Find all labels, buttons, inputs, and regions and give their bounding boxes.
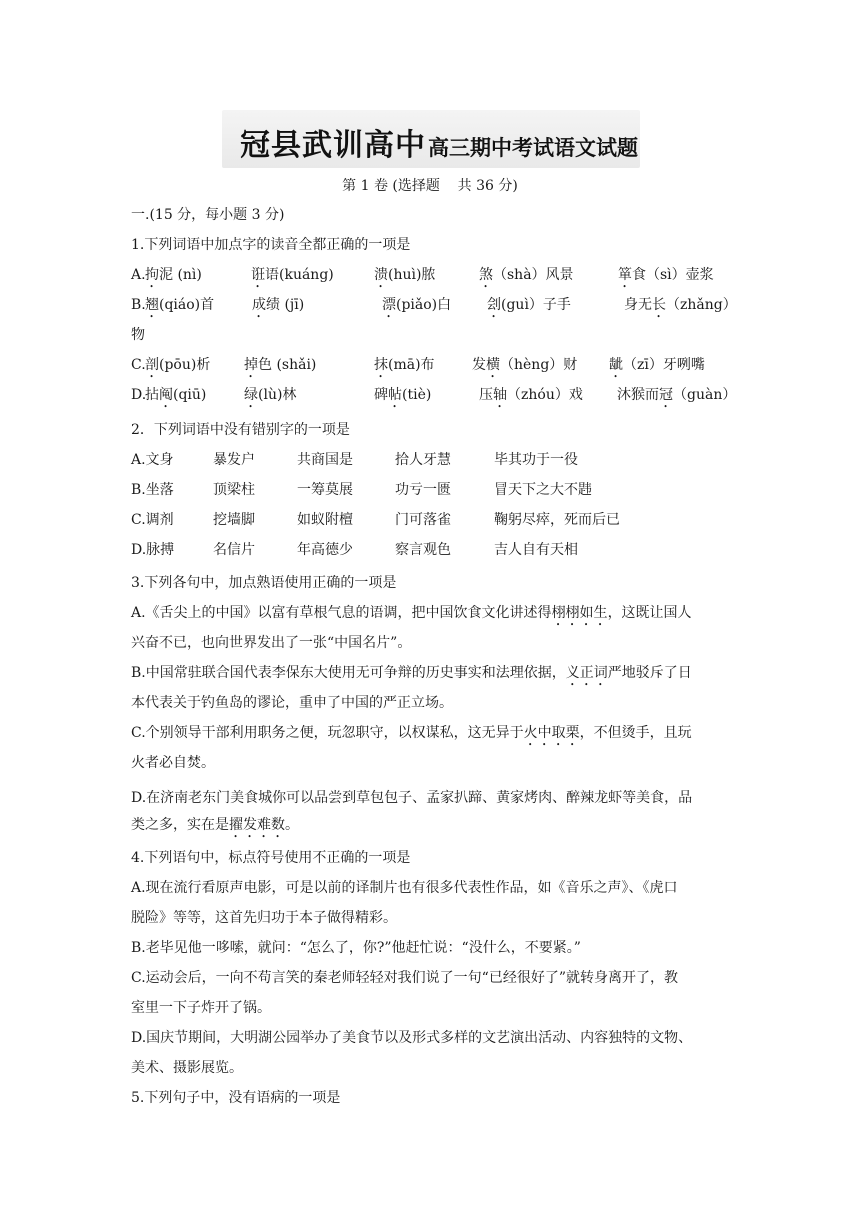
page-title (240, 120, 638, 164)
question-3-option-c: C.个别领导干部利用职务之便，玩忽职守，以权谋私，这无异于火中取栗，不但烫手，且玩 (131, 725, 692, 741)
question-4-stem: 4.下列语句中，标点符号使用不正确的一项是 (131, 850, 411, 866)
question-4-option-c: C.运动会后，一向不苟言笑的秦老师轻轻对我们说了一句“已经很好了”就转身离开了，教 (131, 970, 678, 986)
question-4-option-c-continued: 室里一下子炸开了锅。 (131, 1000, 271, 1016)
question-3-stem: 3.下列各句中，加点熟语使用正确的一项是 (131, 575, 397, 591)
question-3-option-d: D.在济南老东门美食城你可以品尝到草包包子、孟家扒蹄、黄家烤肉、醉辣龙虾等美食，品 (131, 790, 693, 806)
section-heading: 第 1 卷 (选择题 共 36 分) (342, 178, 518, 194)
question-1-option-a: A. 拘 泥 (nì) 诳 语(kuáng) 溃 (huì)脓 煞 （shà）风景 箪 食（sì）壶浆 (131, 267, 714, 283)
question-1-option-c: C. 剖 (pōu)析 掉 色 (shǎi) 抹 (mā)布 发 横 （hèng）财 龇 （zī）牙咧嘴 (131, 357, 705, 373)
question-2-stem: 2．下列词语中没有错别字的一项是 (131, 422, 350, 438)
question-2-option-d: D.脉搏 名信片 年高德少 察言观色 吉人自有天相 (131, 542, 578, 558)
question-1-stem: 1.下列词语中加点字的读音全都正确的一项是 (131, 237, 411, 253)
question-4-option-a-continued: 脱险》等等，这首先归功于本子做得精彩。 (131, 910, 397, 926)
exam-name: 高三期中考试语文试题 (428, 135, 638, 160)
question-2-option-c: C.调剂 挖墙脚 如蚁附檀 门可落雀 鞠躬尽瘁，死而后已 (131, 512, 620, 528)
question-3-option-b: B.中国常驻联合国代表李保东大使用无可争辩的历史事实和法理依据，义正词严地驳斥了日 (131, 665, 692, 681)
question-3-option-c-continued: 火者必自焚。 (131, 755, 215, 771)
question-3-option-d-continued: 类之多，实在是擢发难数。 (131, 817, 299, 833)
question-1-option-b-continued: 物 (131, 327, 145, 343)
question-1-option-d: D. 拈 阄 (qiū) 绿 (lù)林 碑 帖 (tiè) 压 轴 （zhóu）戏 沐猴而 冠 （guàn） (131, 387, 737, 403)
question-1-option-b: B. 翘 (qiáo)首 成 绩 (jī) 漂 (piǎo)白 刽 (guì）子手 身无 长 （zhǎng） (131, 297, 737, 313)
question-3-option-a-continued: 兴奋不已，也向世界发出了一张“中国名片”。 (131, 635, 412, 651)
question-4-option-b: B.老毕见他一哆嗦，就问：“怎么了，你?”他赶忙说：“没什么，不要紧。” (131, 940, 581, 956)
question-4-option-d-continued: 美术、摄影展览。 (131, 1060, 243, 1076)
question-5-stem: 5.下列句子中，没有语病的一项是 (131, 1090, 341, 1106)
question-4-option-a: A.现在流行看原声电影，可是以前的译制片也有很多代表性作品，如《音乐之声》、《虎口 (131, 880, 678, 896)
question-2-option-a: A.文身 暴发户 共商国是 拾人牙慧 毕其功于一役 (131, 452, 578, 468)
question-3-option-b-continued: 本代表关于钓鱼岛的谬论，重申了中国的严正立场。 (131, 695, 453, 711)
question-2-option-b: B.坐落 顶梁柱 一筹莫展 功亏一匮 冒天下之大不韪 (131, 482, 592, 498)
question-3-option-a: A.《舌尖上的中国》以富有草根气息的语调，把中国饮食文化讲述得栩栩如生，这既让国人 (131, 605, 692, 621)
school-name: 冠县武训高中 (240, 128, 426, 163)
part-heading: 一.(15 分，每小题 3 分) (131, 207, 285, 223)
question-4-option-d: D.国庆节期间，大明湖公园举办了美食节以及形式多样的文艺演出活动、内容独特的文物、 (131, 1030, 693, 1046)
